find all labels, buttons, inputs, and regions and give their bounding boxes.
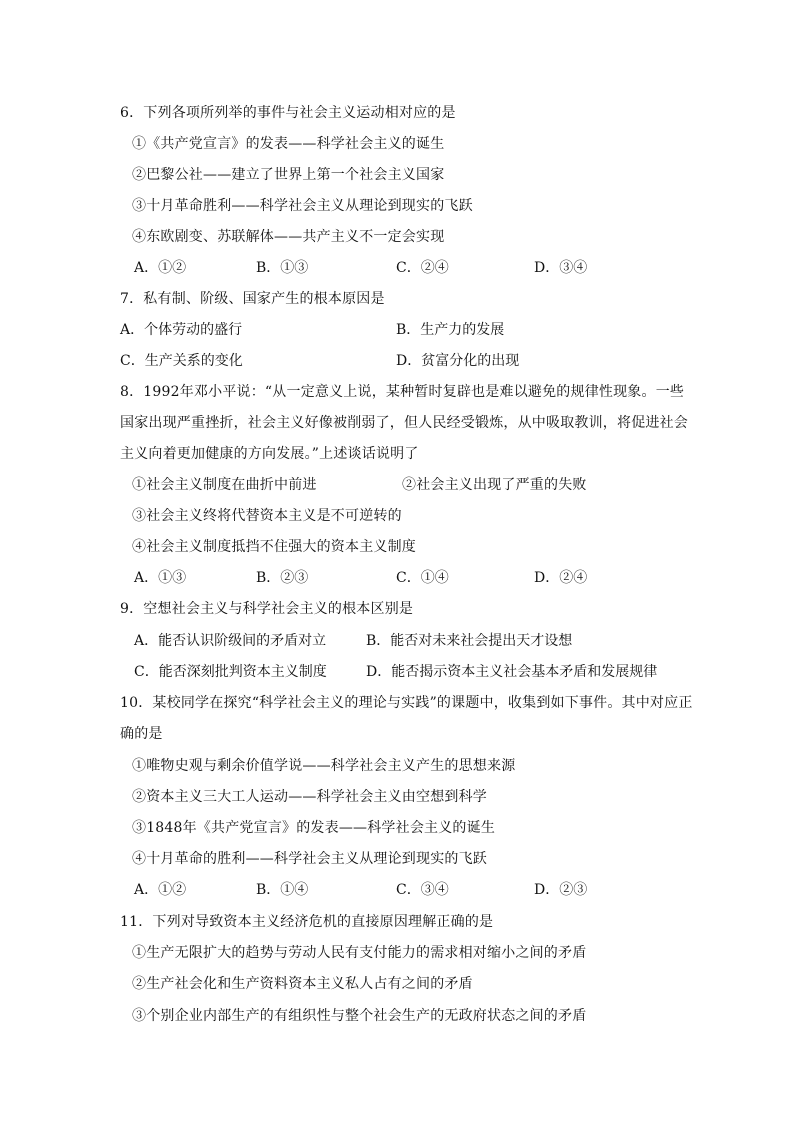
question-9-option-c[interactable]: C．能否深刻批判资本主义制度 — [134, 664, 327, 680]
question-6-option-a[interactable]: A．①② — [134, 260, 187, 276]
question-8-item-1: ①社会主义制度在曲折中前进 — [132, 477, 317, 493]
question-6-option-d[interactable]: D．③④ — [534, 260, 588, 276]
question-8-stem-line-2: 国家出现严重挫折，社会主义好像被削弱了，但人民经受锻炼，从中吸取教训，将促进社会 — [120, 415, 688, 431]
question-10-item-1: ①唯物史观与剩余价值学说——科学社会主义产生的思想来源 — [132, 758, 516, 774]
question-7-stem: 7．私有制、阶级、国家产生的根本原因是 — [120, 291, 385, 307]
question-10-item-4: ④十月革命的胜利——科学社会主义从理论到现实的飞跃 — [132, 851, 487, 867]
question-7-option-b[interactable]: B．生产力的发展 — [396, 322, 505, 338]
question-7-option-c[interactable]: C．生产关系的变化 — [120, 353, 243, 369]
question-11-item-3: ③个别企业内部生产的有组织性与整个社会生产的无政府状态之间的矛盾 — [132, 1008, 587, 1024]
question-9-option-b[interactable]: B．能否对未来社会提出天才设想 — [366, 633, 573, 649]
question-11-stem: 11．下列对导致资本主义经济危机的直接原因理解正确的是 — [120, 914, 494, 930]
question-9-stem: 9．空想社会主义与科学社会主义的根本区别是 — [120, 601, 414, 617]
question-6-item-3: ③十月革命胜利——科学社会主义从理论到现实的飞跃 — [132, 198, 473, 214]
question-10-item-3: ③1848年《共产党宣言》的发表——科学社会主义的诞生 — [132, 820, 496, 836]
question-10-item-2: ②资本主义三大工人运动——科学社会主义由空想到科学 — [132, 789, 487, 805]
question-11-item-1: ①生产无限扩大的趋势与劳动人民有支付能力的需求相对缩小之间的矛盾 — [132, 945, 587, 961]
question-8-option-d[interactable]: D．②④ — [534, 570, 588, 586]
question-8-option-c[interactable]: C．①④ — [396, 570, 449, 586]
question-11-item-2: ②生产社会化和生产资料资本主义私人占有之间的矛盾 — [132, 976, 473, 992]
question-9-option-d[interactable]: D．能否揭示资本主义社会基本矛盾和发展规律 — [366, 664, 658, 680]
question-8-item-2: ②社会主义出现了严重的失败 — [402, 477, 587, 493]
question-8-stem-line-3: 主义向着更加健康的方向发展。”上述谈话说明了 — [120, 446, 419, 462]
question-8-item-4: ④社会主义制度抵挡不住强大的资本主义制度 — [132, 539, 416, 555]
question-7-option-a[interactable]: A．个体劳动的盛行 — [120, 322, 243, 338]
question-8-stem-line-1: 8．1992年邓小平说：“从一定意义上说，某种暂时复辟也是难以避免的规律性现象。一些 — [120, 384, 685, 400]
question-10-stem-line-1: 10．某校同学在探究“科学社会主义的理论与实践”的课题中，收集到如下事件。其中对应正 — [120, 695, 693, 711]
question-8-option-a[interactable]: A．①③ — [134, 570, 187, 586]
question-6-item-4: ④东欧剧变、苏联解体——共产主义不一定会实现 — [132, 229, 445, 245]
question-10-stem-line-2: 确的是 — [120, 726, 163, 742]
question-7-option-d[interactable]: D．贫富分化的出现 — [396, 353, 520, 369]
question-10-option-b[interactable]: B．①④ — [256, 882, 309, 898]
question-10-option-c[interactable]: C．③④ — [396, 882, 449, 898]
question-9-option-a[interactable]: A．能否认识阶级间的矛盾对立 — [134, 633, 327, 649]
question-6-option-b[interactable]: B．①③ — [256, 260, 309, 276]
question-10-option-a[interactable]: A．①② — [134, 882, 187, 898]
question-6-item-1: ①《共产党宣言》的发表——科学社会主义的诞生 — [132, 136, 445, 152]
question-6-option-c[interactable]: C．②④ — [396, 260, 449, 276]
question-6-item-2: ②巴黎公社——建立了世界上第一个社会主义国家 — [132, 167, 445, 183]
question-8-item-3: ③社会主义终将代替资本主义是不可逆转的 — [132, 508, 402, 524]
question-8-option-b[interactable]: B．②③ — [256, 570, 309, 586]
question-6-stem: 6．下列各项所列举的事件与社会主义运动相对应的是 — [120, 105, 456, 121]
question-10-option-d[interactable]: D．②③ — [534, 882, 588, 898]
